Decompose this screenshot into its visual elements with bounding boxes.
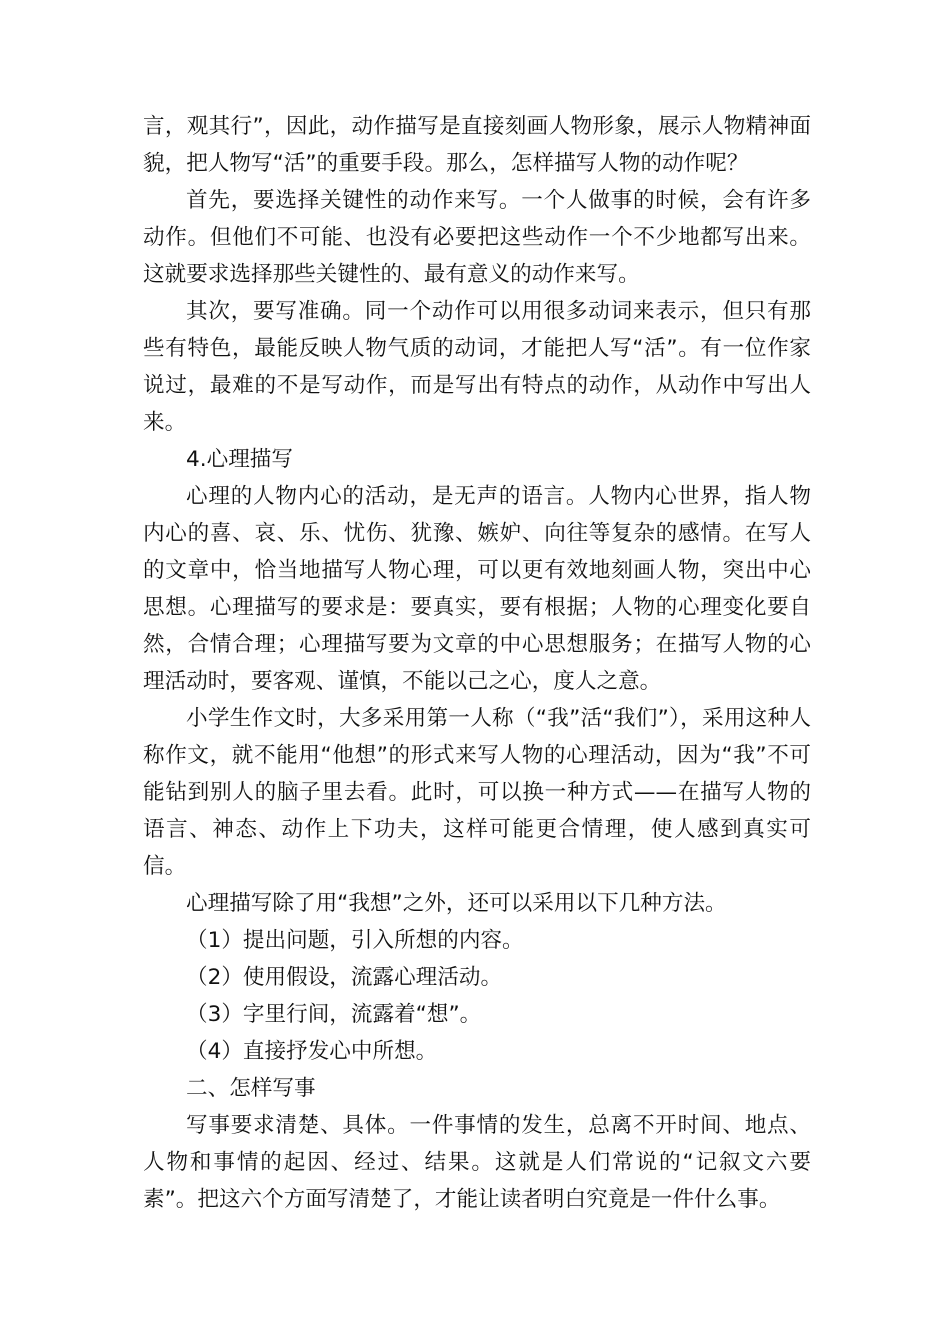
section-heading-writing-events: 二、怎样写事 (186, 1076, 316, 1101)
paragraph-continuation: 言，观其行”，因此，动作描写是直接刻画人物形象，展示人物精神面貌，把人物写“活”的重要手段。那么，怎样描写人物的动作呢？ (143, 114, 811, 176)
list-item-method-3: （3）字里行间，流露着“想”。 (186, 1002, 482, 1027)
document-page (143, 108, 811, 1218)
list-item-method-4: （4）直接抒发心中所想。 (186, 1039, 438, 1064)
list-item-method-2: （2）使用假设，流露心理活动。 (186, 965, 503, 990)
paragraph-six-elements: 写事要求清楚、具体。一件事情的发生，总离不开时间、地点、人物和事情的起因、经过、结果。这就是人们常说的“记叙文六要素”。把这六个方面写清楚了，才能让读者明白究竟是一件什么事。 (143, 1113, 811, 1212)
list-item-method-1: （1）提出问题，引入所想的内容。 (186, 928, 524, 953)
paragraph-first-person: 小学生作文时，大多采用第一人称（“我”活“我们”），采用这种人称作文，就不能用“他想”的形式来写人物的心理活动，因为“我”不可能钻到别人的脑子里去看。此时，可以换一种方式——在描写人物的语言、神态、动作上下功夫，这样可能更合情理，使人感到真实可信。 (143, 706, 811, 879)
paragraph-psychology-definition: 心理的人物内心的活动，是无声的语言。人物内心世界，指人物内心的喜、哀、乐、忧伤、犹豫、嫉妒、向往等复杂的感情。在写人的文章中，恰当地描写人物心理，可以更有效地刻画人物，突出中心思想。心理描写的要求是：要真实，要有根据；人物的心理变化要自然，合情合理；心理描写要为文章的中心思想服务；在描写人物的心理活动时，要客观、谨慎，不能以己之心，度人之意。 (143, 484, 811, 694)
section-heading-psychology: 4.心理描写 (186, 447, 293, 472)
paragraph-methods-intro: 心理描写除了用“我想”之外，还可以采用以下几种方法。 (186, 891, 727, 916)
paragraph-select-key-actions: 首先，要选择关键性的动作来写。一个人做事的时候，会有许多动作。但他们不可能、也没有必要把这些动作一个不少地都写出来。这就要求选择那些关键性的、最有意义的动作来写。 (143, 188, 811, 287)
paragraph-write-accurately: 其次，要写准确。同一个动作可以用很多动词来表示，但只有那些有特色，最能反映人物气质的动词，才能把人写“活”。有一位作家说过，最难的不是写动作，而是写出有特点的动作，从动作中写出人来。 (143, 299, 811, 435)
